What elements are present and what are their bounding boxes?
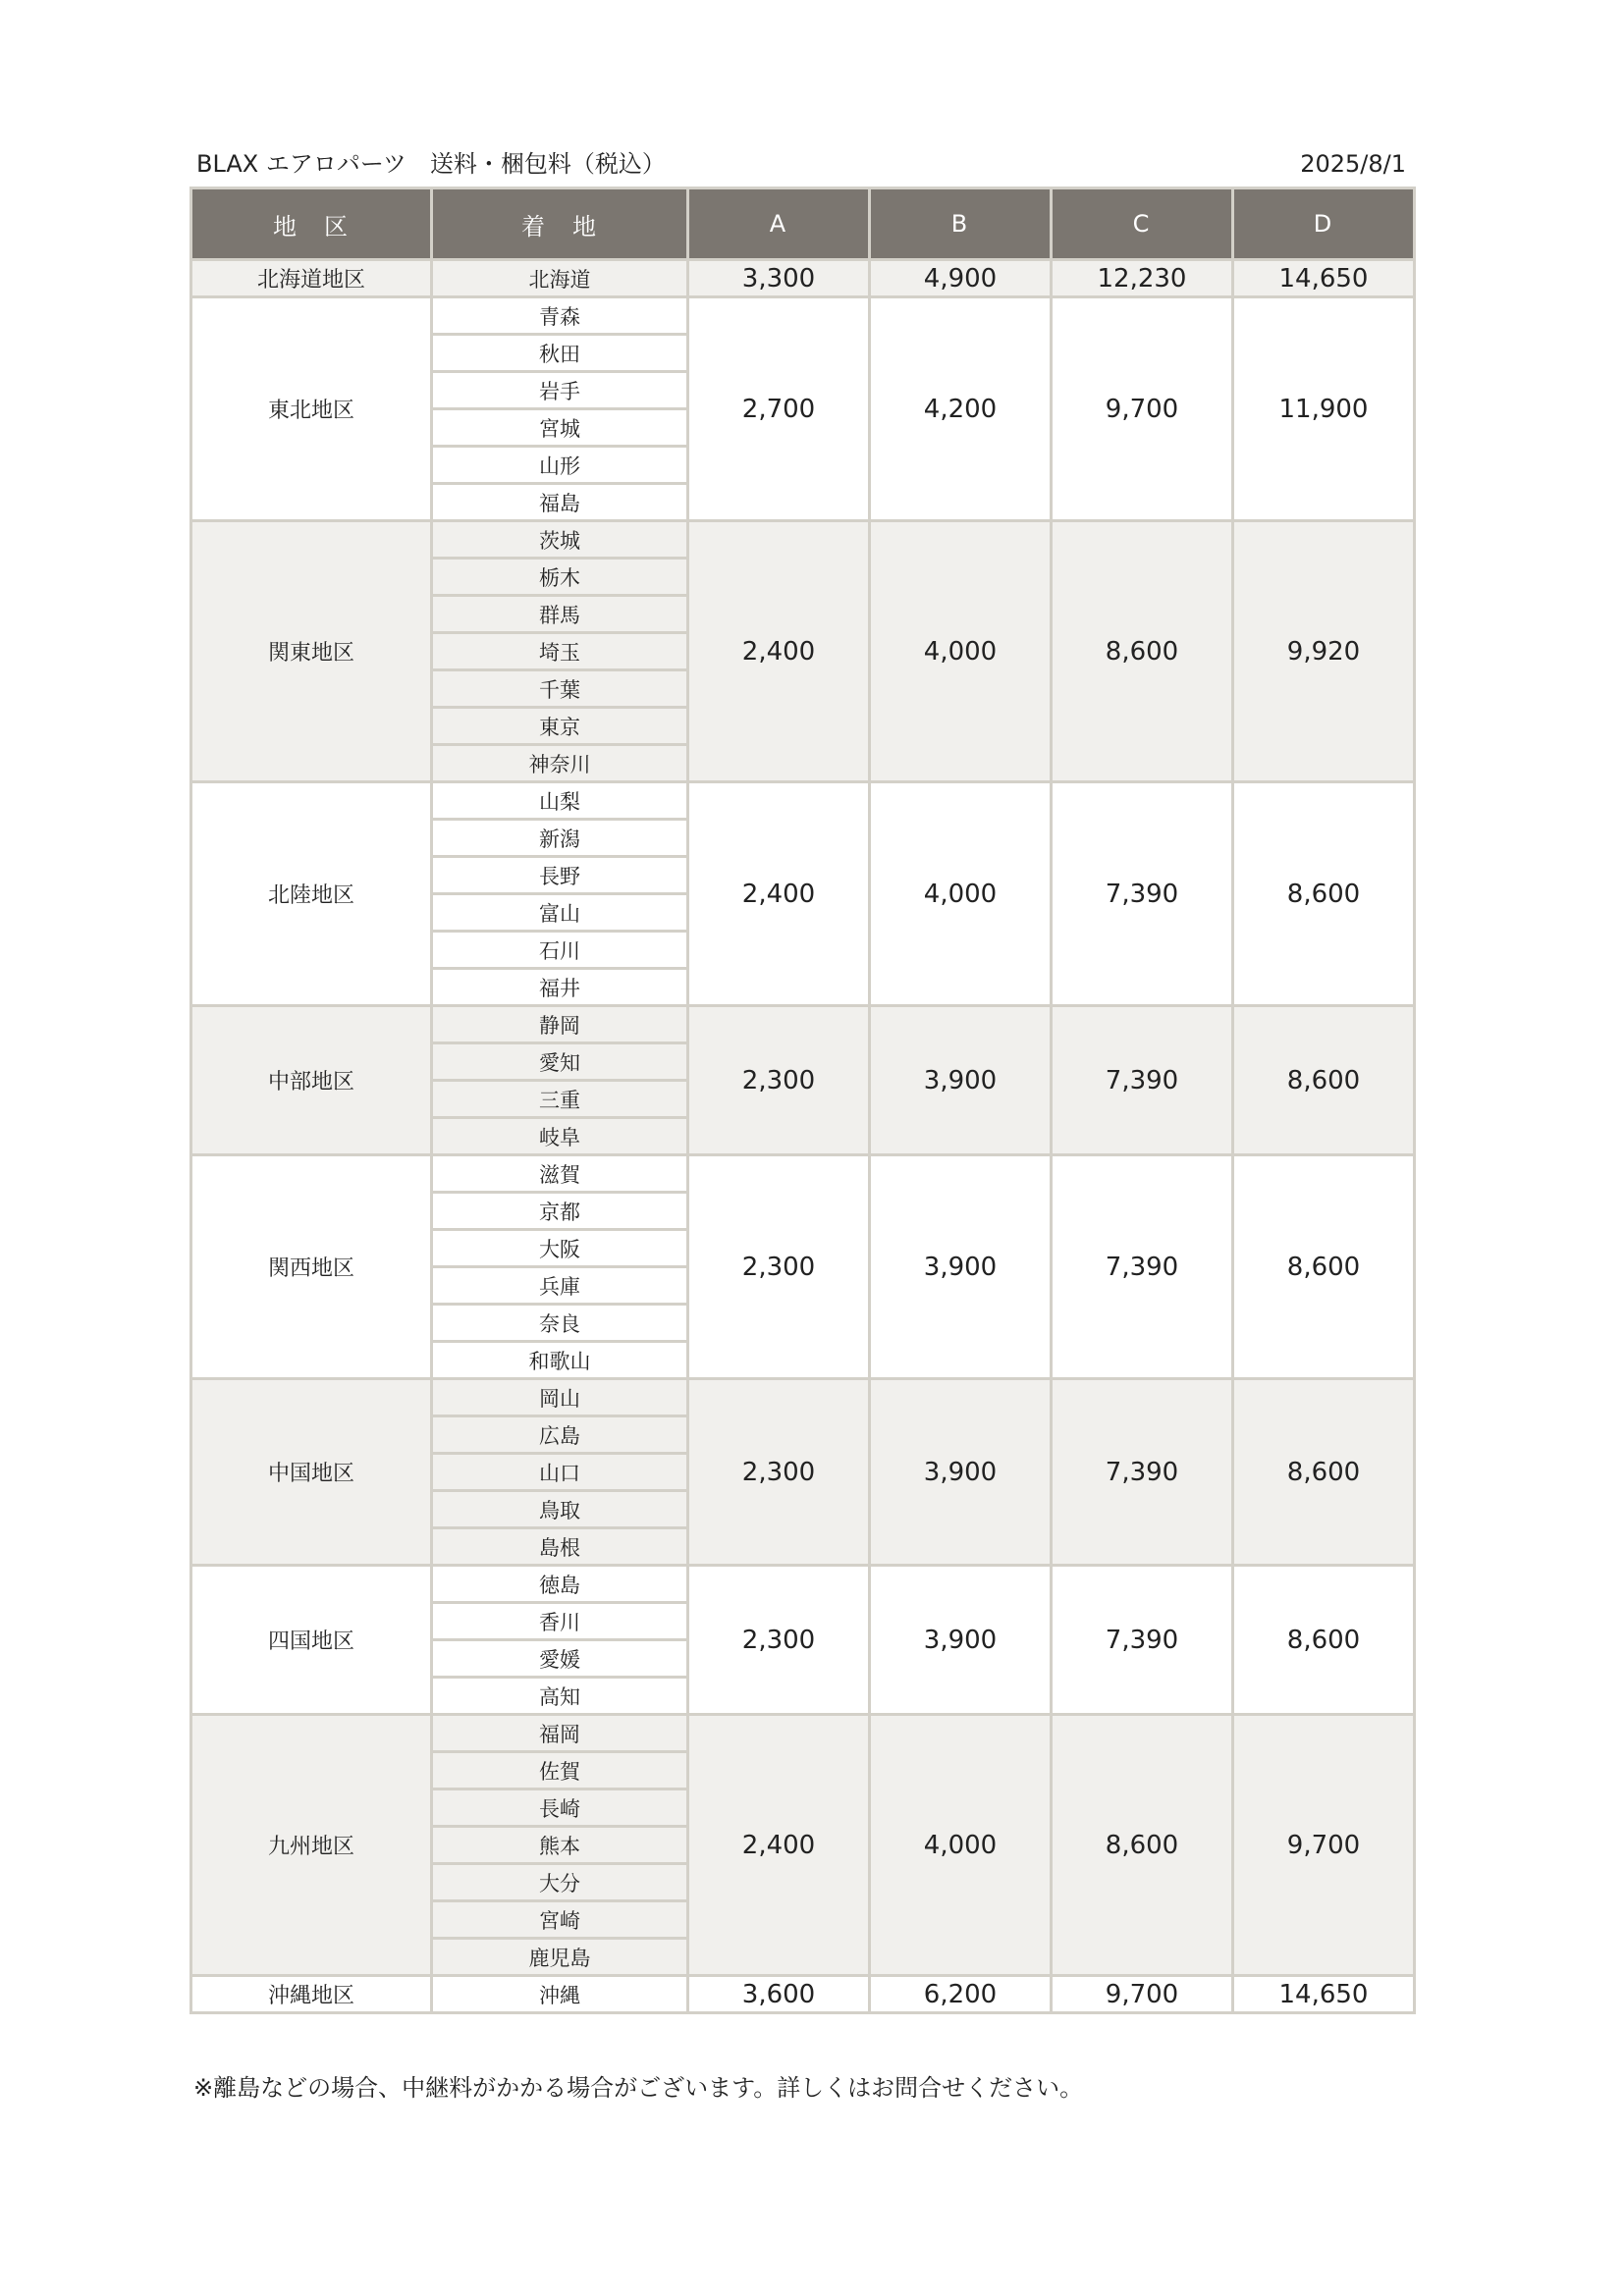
region-group bbox=[192, 1716, 1413, 1974]
price-cell-b: 3,900 bbox=[871, 1156, 1050, 1377]
price-cell-b: 4,200 bbox=[871, 298, 1050, 519]
destination-cell: 秋田 bbox=[433, 336, 686, 370]
destination-cell: 高知 bbox=[433, 1679, 686, 1713]
price-cell-c: 7,390 bbox=[1053, 1007, 1231, 1153]
price-cell-c: 7,390 bbox=[1053, 783, 1231, 1004]
destination-cell: 東京 bbox=[433, 709, 686, 743]
destination-cell: 鹿児島 bbox=[433, 1940, 686, 1974]
price-cell-c: 12,230 bbox=[1053, 261, 1231, 295]
region-group bbox=[192, 783, 1413, 1004]
destination-cell: 広島 bbox=[433, 1417, 686, 1452]
price-cell-a: 2,300 bbox=[689, 1567, 868, 1713]
destination-cell: 山口 bbox=[433, 1455, 686, 1489]
shipping-rate-table bbox=[189, 187, 1416, 2014]
document-title: BLAX エアロパーツ 送料・梱包料（税込） bbox=[196, 150, 666, 178]
region-group bbox=[192, 1007, 1413, 1153]
price-cell-d: 8,600 bbox=[1234, 1567, 1413, 1713]
price-cell-a: 2,400 bbox=[689, 522, 868, 780]
area-cell: 沖縄地区 bbox=[192, 1977, 430, 2011]
price-cell-d: 8,600 bbox=[1234, 783, 1413, 1004]
table-row bbox=[192, 783, 1413, 818]
region-group bbox=[192, 261, 1413, 295]
area-cell: 北陸地区 bbox=[192, 783, 430, 1004]
table-row bbox=[192, 522, 1413, 557]
price-cell-c: 7,390 bbox=[1053, 1380, 1231, 1564]
destination-cell: 岡山 bbox=[433, 1380, 686, 1415]
column-header-area: 地 区 bbox=[192, 189, 430, 258]
area-cell: 四国地区 bbox=[192, 1567, 430, 1713]
price-cell-d: 8,600 bbox=[1234, 1007, 1413, 1153]
destination-cell: 三重 bbox=[433, 1082, 686, 1116]
column-header-a: A bbox=[689, 189, 868, 258]
price-cell-d: 8,600 bbox=[1234, 1156, 1413, 1377]
price-cell-c: 7,390 bbox=[1053, 1156, 1231, 1377]
destination-cell: 群馬 bbox=[433, 597, 686, 631]
destination-cell: 佐賀 bbox=[433, 1753, 686, 1788]
price-cell-c: 8,600 bbox=[1053, 1716, 1231, 1974]
region-group bbox=[192, 1380, 1413, 1564]
destination-cell: 宮崎 bbox=[433, 1902, 686, 1937]
price-cell-a: 2,300 bbox=[689, 1007, 868, 1153]
price-cell-d: 9,700 bbox=[1234, 1716, 1413, 1974]
price-cell-a: 3,300 bbox=[689, 261, 868, 295]
price-cell-c: 9,700 bbox=[1053, 1977, 1231, 2011]
destination-cell: 兵庫 bbox=[433, 1268, 686, 1303]
table-row bbox=[192, 1156, 1413, 1191]
destination-cell: 長野 bbox=[433, 858, 686, 892]
document-date: 2025/8/1 bbox=[1300, 150, 1406, 178]
price-cell-c: 7,390 bbox=[1053, 1567, 1231, 1713]
price-cell-d: 8,600 bbox=[1234, 1380, 1413, 1564]
destination-cell: 石川 bbox=[433, 933, 686, 967]
price-cell-d: 11,900 bbox=[1234, 298, 1413, 519]
price-cell-b: 3,900 bbox=[871, 1380, 1050, 1564]
price-cell-b: 4,900 bbox=[871, 261, 1050, 295]
destination-cell: 長崎 bbox=[433, 1790, 686, 1825]
table-header bbox=[192, 189, 1413, 258]
destination-cell: 新潟 bbox=[433, 821, 686, 855]
price-cell-a: 3,600 bbox=[689, 1977, 868, 2011]
area-cell: 関東地区 bbox=[192, 522, 430, 780]
price-cell-c: 9,700 bbox=[1053, 298, 1231, 519]
area-cell: 中国地区 bbox=[192, 1380, 430, 1564]
footnote: ※離島などの場合、中継料がかかる場合がございます。詳しくはお問合せください。 bbox=[193, 2074, 1084, 2102]
destination-cell: 愛知 bbox=[433, 1044, 686, 1079]
table-row bbox=[192, 298, 1413, 333]
column-header-c: C bbox=[1053, 189, 1231, 258]
destination-cell: 富山 bbox=[433, 895, 686, 930]
destination-cell: 大分 bbox=[433, 1865, 686, 1899]
price-cell-a: 2,300 bbox=[689, 1156, 868, 1377]
destination-cell: 栃木 bbox=[433, 560, 686, 594]
destination-cell: 福井 bbox=[433, 970, 686, 1004]
price-cell-a: 2,400 bbox=[689, 783, 868, 1004]
table-row bbox=[192, 1380, 1413, 1415]
region-group bbox=[192, 1977, 1413, 2011]
area-cell: 東北地区 bbox=[192, 298, 430, 519]
destination-cell: 福岡 bbox=[433, 1716, 686, 1750]
destination-cell: 山梨 bbox=[433, 783, 686, 818]
destination-cell: 埼玉 bbox=[433, 634, 686, 668]
destination-cell: 茨城 bbox=[433, 522, 686, 557]
destination-cell: 岐阜 bbox=[433, 1119, 686, 1153]
destination-cell: 岩手 bbox=[433, 373, 686, 407]
price-cell-d: 14,650 bbox=[1234, 261, 1413, 295]
destination-cell: 青森 bbox=[433, 298, 686, 333]
price-cell-a: 2,400 bbox=[689, 1716, 868, 1974]
column-header-destination: 着 地 bbox=[433, 189, 686, 258]
price-cell-c: 8,600 bbox=[1053, 522, 1231, 780]
area-cell: 中部地区 bbox=[192, 1007, 430, 1153]
column-header-d: D bbox=[1234, 189, 1413, 258]
region-group bbox=[192, 522, 1413, 780]
price-cell-b: 4,000 bbox=[871, 522, 1050, 780]
destination-cell: 千葉 bbox=[433, 671, 686, 706]
price-cell-d: 14,650 bbox=[1234, 1977, 1413, 2011]
destination-cell: 奈良 bbox=[433, 1306, 686, 1340]
region-group bbox=[192, 1156, 1413, 1377]
column-header-b: B bbox=[871, 189, 1050, 258]
table-row bbox=[192, 1977, 1413, 2011]
table-row bbox=[192, 261, 1413, 295]
destination-cell: 山形 bbox=[433, 448, 686, 482]
destination-cell: 沖縄 bbox=[433, 1977, 686, 2011]
destination-cell: 北海道 bbox=[433, 261, 686, 295]
price-cell-a: 2,700 bbox=[689, 298, 868, 519]
destination-cell: 京都 bbox=[433, 1194, 686, 1228]
area-cell: 九州地区 bbox=[192, 1716, 430, 1974]
destination-cell: 熊本 bbox=[433, 1828, 686, 1862]
destination-cell: 滋賀 bbox=[433, 1156, 686, 1191]
region-group bbox=[192, 298, 1413, 519]
destination-cell: 和歌山 bbox=[433, 1343, 686, 1377]
price-cell-a: 2,300 bbox=[689, 1380, 868, 1564]
region-group bbox=[192, 1567, 1413, 1713]
header-row bbox=[192, 189, 1413, 258]
destination-cell: 神奈川 bbox=[433, 746, 686, 780]
area-cell: 北海道地区 bbox=[192, 261, 430, 295]
destination-cell: 宮城 bbox=[433, 410, 686, 445]
destination-cell: 静岡 bbox=[433, 1007, 686, 1041]
area-cell: 関西地区 bbox=[192, 1156, 430, 1377]
table-row bbox=[192, 1716, 1413, 1750]
price-cell-d: 9,920 bbox=[1234, 522, 1413, 780]
destination-cell: 福島 bbox=[433, 485, 686, 519]
destination-cell: 徳島 bbox=[433, 1567, 686, 1601]
destination-cell: 鳥取 bbox=[433, 1492, 686, 1526]
destination-cell: 大阪 bbox=[433, 1231, 686, 1265]
price-cell-b: 4,000 bbox=[871, 783, 1050, 1004]
price-cell-b: 3,900 bbox=[871, 1007, 1050, 1153]
destination-cell: 香川 bbox=[433, 1604, 686, 1638]
table-row bbox=[192, 1007, 1413, 1041]
destination-cell: 島根 bbox=[433, 1529, 686, 1564]
table-row bbox=[192, 1567, 1413, 1601]
destination-cell: 愛媛 bbox=[433, 1641, 686, 1676]
price-cell-b: 6,200 bbox=[871, 1977, 1050, 2011]
price-cell-b: 4,000 bbox=[871, 1716, 1050, 1974]
price-cell-b: 3,900 bbox=[871, 1567, 1050, 1713]
